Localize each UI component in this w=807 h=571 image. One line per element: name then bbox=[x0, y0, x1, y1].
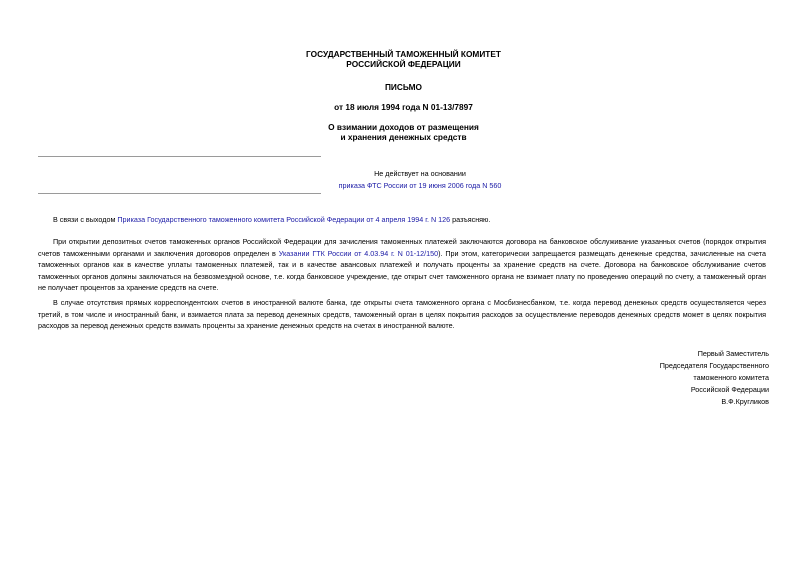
top-divider bbox=[38, 156, 321, 157]
order-126-link[interactable]: Приказа Государственного таможенного комитета Российской Федерации от 4 апреля 1994 г. N 126 bbox=[117, 215, 451, 224]
signature-position-1: Первый Заместитель bbox=[697, 349, 769, 358]
signatory-name: В.Ф.Кругликов bbox=[721, 397, 769, 406]
instruction-01-12-150-link[interactable]: Указании ГТК России от 4.03.94 г. N 01-12/150 bbox=[278, 248, 439, 258]
issuer-line-1: ГОСУДАРСТВЕННЫЙ ТАМОЖЕННЫЙ КОМИТЕТ bbox=[306, 49, 501, 59]
status-document-link[interactable]: приказа ФТС России от 19 июня 2006 года N 560 bbox=[338, 181, 502, 190]
document-type: ПИСЬМО bbox=[384, 82, 423, 92]
paragraph-2-text-after: ). При этом, категорически запрещается размещать денежные средства, зачисленные на счета таможенных органов как в качестве уплаты таможенных платежей, так и в качестве авансовых платежей и получать проценты за хранение средств на счете. Договора на банковское обслуживание счетов таможенных органов должны заключаться на безвозмездной основе, т.е. когда банковское учреждение, где открыт счет таможенного органа не взимает плату по проведению операций по счету, а таможенный орган не получает процентов за хранение средств на счете. bbox=[38, 248, 767, 292]
paragraph-2 bbox=[38, 236, 766, 294]
bottom-divider bbox=[38, 193, 321, 194]
paragraph-1 bbox=[38, 214, 766, 226]
signature-position-2: Председателя Государственного bbox=[659, 361, 769, 370]
subject-line-2: и хранения денежных средств bbox=[340, 132, 467, 142]
paragraph-3: В случае отсутствия прямых корреспондентских счетов в иностранной валюте банка, где открыты счета таможенного органа с Мосбизнесбанком, т.е. когда перевод денежных средств осуществляется через третий, в том числе и иностранный банк, и взимается плата за перевод денежных средств, таможенный орган в целях покрытия расходов за осуществление переводов денежных средств может в целях покрытия расходов за перевод денежных средств взимать проценты за хранение денежных средств на счетах в иностранной валюте. bbox=[38, 298, 766, 330]
issuer-heading bbox=[0, 49, 807, 69]
status-note: Не действует на основании bbox=[374, 169, 466, 178]
paragraph-1-text-before: В связи с выходом bbox=[53, 215, 118, 224]
paragraph-1-text-after: разъясняю. bbox=[450, 215, 491, 224]
subject-line-1: О взимании доходов от размещения bbox=[328, 122, 479, 132]
document-date-number: от 18 июля 1994 года N 01-13/7897 bbox=[334, 102, 473, 112]
paragraph-2-text-before: При открытии депозитных счетов таможенных органов Российской Федерации для зачисления таможенных платежей заключаются договора на банковское обслуживание указанных счетов (порядок открытия счетов таможенными органами и заключения договоров определен в bbox=[38, 237, 766, 258]
document-subject bbox=[0, 122, 807, 142]
signature-block bbox=[660, 348, 769, 408]
signature-position-3: таможенного комитета bbox=[693, 373, 769, 382]
issuer-line-2: РОССИЙСКОЙ ФЕДЕРАЦИИ bbox=[346, 59, 461, 69]
status-link-line bbox=[300, 180, 540, 191]
signature-position-4: Российской Федерации bbox=[690, 385, 769, 394]
